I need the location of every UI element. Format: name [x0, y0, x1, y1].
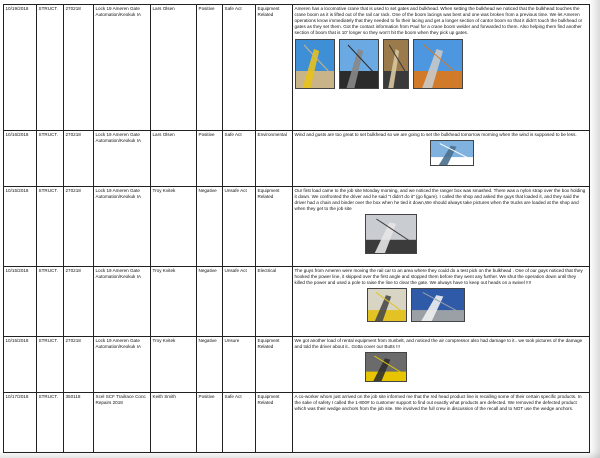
cell-job: 350118 — [64, 393, 94, 453]
photo-river-lock-view — [430, 140, 474, 166]
cell-date: 10/16/2018 — [4, 131, 37, 187]
cell-job: 270218 — [64, 337, 94, 393]
cell-rating: Negative — [197, 267, 223, 337]
cell-act: Safe Act — [223, 393, 256, 453]
cell-category: Equipment Related — [256, 5, 293, 131]
description-text: Wind and gusts are too great to set bulkhead so we are going to set the bulkhead tomorrow morning when the wind is supposed to be less. — [294, 132, 577, 138]
cell-date: 10/17/2018 — [4, 393, 37, 453]
cell-project: Lock 19 Ameren Gate Automation/Keokuk IA — [94, 131, 151, 187]
description-text: The guys from Ameren were moving the rail car to an area where they could do a test pick on the bulkhead . One of our guys noticed that they hooked the power line, it skipped over the first angle and stopped them before they went any further. We shut the operation down until they killed the power and used a pole to raise the line to clear the gate. We always have to keep out heads on a swivel !!!! — [294, 268, 583, 286]
cell-rating: Negative — [197, 337, 223, 393]
photo-rail-car-gate — [413, 39, 463, 89]
cell-category: Equipment Related — [256, 337, 293, 393]
cell-dept: STRUCT. — [37, 337, 64, 393]
safety-observation-table — [3, 4, 590, 453]
cell-project: Lock 19 Ameren Gate Automation/Keokuk IA — [94, 187, 151, 267]
photo-power-line-railcar — [367, 288, 407, 322]
cell-dept: STRUCT. — [37, 393, 64, 453]
cell-act: Safe Act — [223, 131, 256, 187]
cell-description — [293, 5, 590, 131]
cell-date: 10/15/2018 — [4, 267, 37, 337]
cell-person: Lars Olsen — [151, 131, 197, 187]
cell-person: Troy Kvitek — [151, 337, 197, 393]
cell-project: Lock 19 Ameren Gate Automation/Keokuk IA — [94, 5, 151, 131]
photo-crane-boom-yellow — [295, 39, 335, 89]
cell-date: 10/15/2018 — [4, 337, 37, 393]
table-row — [4, 393, 590, 453]
table-row — [4, 337, 590, 393]
description-text: Ameren has a locomotive crane that is used to set gates and bulkhead. When setting the bulkhead we noticed that the bulkhead touches the crane boom as it is lifted out of the rail car rack. One of the boom lacings was bent and one was broken from a previous time. We let Ameren operations know immediately that they needed to fix their lacing and get a longer section of cantor boom so that it didn't touch the bulkhead or gates as they set them. Got the contact information from Paul for a crane boom welder and forwarded to them. Also helping them find another section of boom that is 10' longer so they won't hit the boom when they pick up gates. — [294, 6, 583, 36]
cell-date: 10/19/2018 — [4, 5, 37, 131]
cell-dept: STRUCT. — [37, 5, 64, 131]
cell-act: Safe Act — [223, 5, 256, 131]
cell-person: Troy Kvitek — [151, 267, 197, 337]
cell-act: Unsure — [223, 337, 256, 393]
cell-person: Troy Kvitek — [151, 187, 197, 267]
description-text: A co-worker whom just arrived on the job site informed me that the red head product line is recalling some of their certain specific products. In the sake of safety I called the 1-800# to customer support to find out exactly what products are defected. We removed the defected product which was their wedge anchors from the job site. We involved the full crew in discussion of the recall and to NOT use the wedge anchors. — [294, 394, 582, 412]
photo-group — [367, 288, 588, 322]
cell-rating: Positive — [197, 393, 223, 453]
photo-group — [295, 39, 588, 89]
cell-category: Equipment Related — [256, 187, 293, 267]
table-row — [4, 131, 590, 187]
cell-rating: Positive — [197, 5, 223, 131]
description-text: We got another load of rental equipment from Sunbelt, and noticed the air compressor also had damage to it.. we took pictures of the damage and told the driver about it.. Gotta cover our Butts !!! — [294, 338, 583, 350]
cell-person: Lars Olsen — [151, 5, 197, 131]
cell-description — [293, 337, 590, 393]
cell-category: Equipment Related — [256, 393, 293, 453]
cell-person: Keith Smith — [151, 393, 197, 453]
cell-category: Electrical — [256, 267, 293, 337]
cell-dept: STRUCT. — [37, 267, 64, 337]
cell-job: 270218 — [64, 187, 94, 267]
cell-project: Lock 19 Ameren Gate Automation/Keokuk IA — [94, 267, 151, 337]
cell-description — [293, 131, 590, 187]
cell-project: Lock 19 Ameren Gate Automation/Keokuk IA — [94, 337, 151, 393]
table-row — [4, 187, 590, 267]
cell-act: Unsafe Act — [223, 267, 256, 337]
photo-damaged-compressor — [365, 352, 407, 382]
cell-dept: STRUCT. — [37, 187, 64, 267]
cell-job: 270218 — [64, 131, 94, 187]
cell-job: 270218 — [64, 5, 94, 131]
cell-category: Environmental — [256, 131, 293, 187]
table-row — [4, 5, 590, 131]
photo-smashed-box-truck — [365, 214, 417, 254]
photo-group — [430, 140, 588, 166]
cell-rating: Positive — [197, 131, 223, 187]
photo-lacing-closeup — [383, 39, 409, 89]
cell-description — [293, 267, 590, 337]
cell-dept: STRUCT. — [37, 131, 64, 187]
cell-description — [293, 393, 590, 453]
table-row — [4, 267, 590, 337]
photo-bulkhead-pick — [411, 288, 465, 322]
cell-description — [293, 187, 590, 267]
photo-group — [365, 352, 588, 382]
photo-group — [365, 214, 588, 254]
cell-project: Xcel SCF Trailrace Conc Repairs 2018 — [94, 393, 151, 453]
cell-act: Unsafe Act — [223, 187, 256, 267]
cell-rating: Negative — [197, 187, 223, 267]
cell-job: 270218 — [64, 267, 94, 337]
cell-date: 10/15/2018 — [4, 187, 37, 267]
photo-steel-lattice — [339, 39, 379, 89]
description-text: Our first load came to the job site Monday morning, and we noticed the ranger box was smashed. There was a nylon strap over the box holding it down. We confronted the driver and he said "I didn't do it" (go figure). I called the shop and asked the guys that loaded it, and they said the driver had a chain and binder over the box when he tied it down,We should always take pictures when the trucks are loaded at the shop and when they get to the job site — [294, 188, 586, 212]
